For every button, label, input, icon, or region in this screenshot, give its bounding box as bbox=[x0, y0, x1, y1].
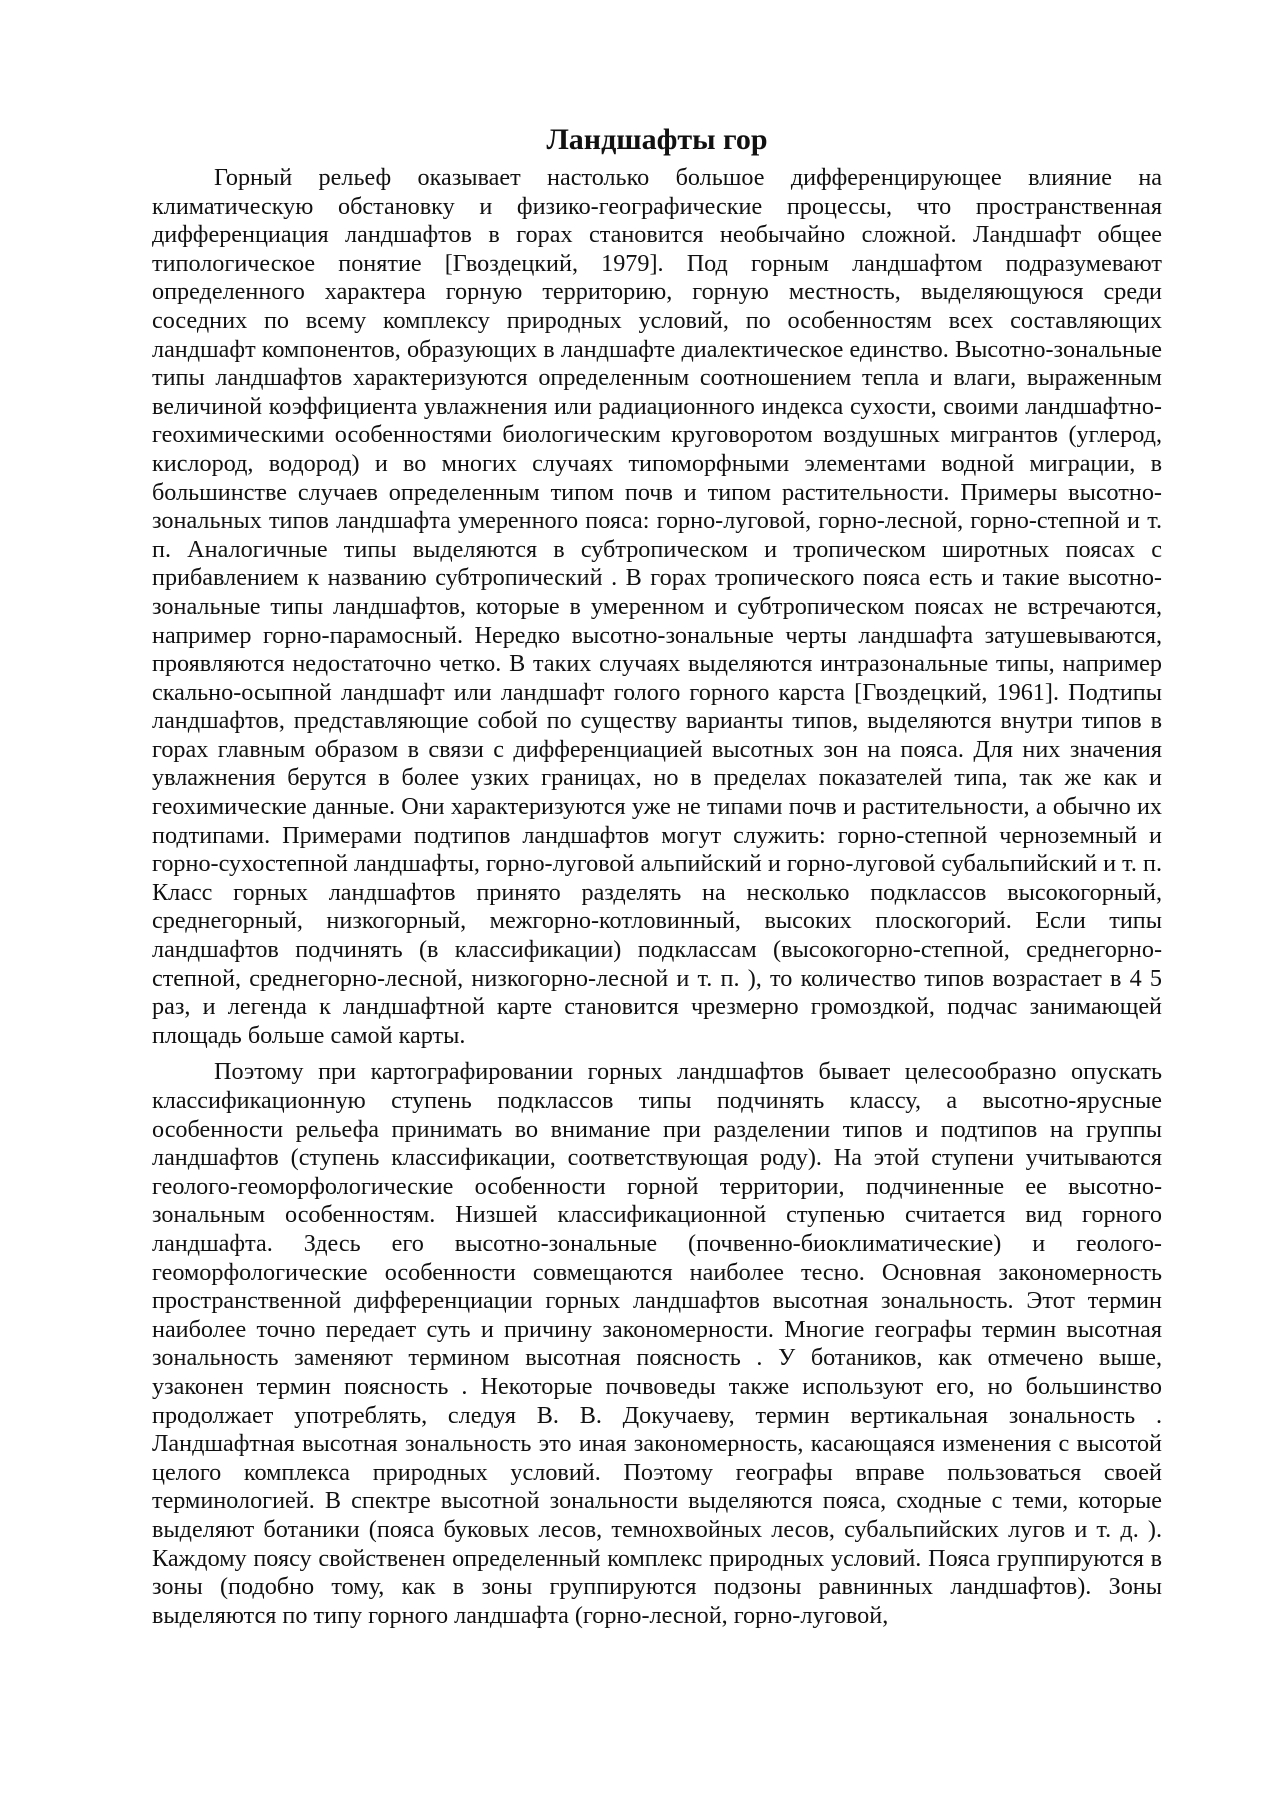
document-page bbox=[152, 118, 1162, 1630]
paragraph-1: Горный рельеф оказывает настолько большое дифференцирующее влияние на климатическую обстановку и физико-географические процессы, что пространственная дифференциация ландшафтов в горах становится необычайно сложной. Ландшафт общее типологическое понятие [Гвоздецкий, 1979]. Под горным ландшафтом подразумевают определенного характера горную территорию, горную местность, выделяющуюся среди соседних по всему комплексу природных условий, по особенностям всех составляющих ландшафт компонентов, образующих в ландшафте диалектическое единство. Высотно-зональные типы ландшафтов характеризуются определенным соотношением тепла и влаги, выраженным величиной коэффициента увлажнения или радиационного индекса сухости, своими ландшафтно-геохимическими особенностями биологическим круговоротом воздушных мигрантов (углерод, кислород, водород) и во многих случаях типоморфными элементами водной миграции, в большинстве случаев определенным типом почв и типом растительности. Примеры высотно-зональных типов ландшафта умеренного пояса: горно-луговой, горно-лесной, горно-степной и т. п. Аналогичные типы выделяются в субтропическом и тропическом широтных поясах с прибавлением к названию субтропический . В горах тропического пояса есть и такие высотно-зональные типы ландшафтов, которые в умеренном и субтропическом поясах не встречаются, например горно-парамосный. Нередко высотно-зональные черты ландшафта затушевываются, проявляются недостаточно четко. В таких случаях выделяются интразональные типы, например скально-осыпной ландшафт или ландшафт голого горного карста [Гвоздецкий, 1961]. Подтипы ландшафтов, представляющие собой по существу варианты типов, выделяются внутри типов в горах главным образом в связи с дифференциацией высотных зон на пояса. Для них значения увлажнения берутся в более узких границах, но в пределах показателей типа, так же как и геохимические данные. Они характеризуются уже не типами почв и растительности, а обычно их подтипами. Примерами подтипов ландшафтов могут служить: горно-степной черноземный и горно-сухостепной ландшафты, горно-луговой альпийский и горно-луговой субальпийский и т. п. Класс горных ландшафтов принято разделять на несколько подклассов высокогорный, среднегорный, низкогорный, межгорно-котловинный, высоких плоскогорий. Если типы ландшафтов подчинять (в классификации) подклассам (высокогорно-степной, среднегорно-степной, среднегорно-лесной, низкогорно-лесной и т. п. ), то количество типов возрастает в 4 5 раз, и легенда к ландшафтной карте становится чрезмерно громоздкой, подчас занимающей площадь больше самой карты. bbox=[152, 164, 1162, 1049]
paragraph-2: Поэтому при картографировании горных ландшафтов бывает целесообразно опускать классификационную ступень подклассов типы подчинять классу, а высотно-ярусные особенности рельефа принимать во внимание при разделении типов и подтипов на группы ландшафтов (ступень классификации, соответствующая роду). На этой ступени учитываются геолого-геоморфологические особенности горной территории, подчиненные ее высотно-зональным особенностям. Низшей классификационной ступенью считается вид горного ландшафта. Здесь его высотно-зональные (почвенно-биоклиматические) и геолого-геоморфологические особенности совмещаются наиболее тесно. Основная закономерность пространственной дифференциации горных ландшафтов высотная зональность. Этот термин наиболее точно передает суть и причину закономерности. Многие географы термин высотная зональность заменяют термином высотная поясность . У ботаников, как отмечено выше, узаконен термин поясность . Некоторые почвоведы также используют его, но большинство продолжает употреблять, следуя В. В. Докучаеву, термин вертикальная зональность . Ландшафтная высотная зональность это иная закономерность, касающаяся изменения с высотой целого комплекса природных условий. Поэтому географы вправе пользоваться своей терминологией. В спектре высотной зональности выделяются пояса, сходные с теми, которые выделяют ботаники (пояса буковых лесов, темнохвойных лесов, субальпийских лугов и т. д. ). Каждому поясу свойственен определенный комплекс природных условий. Пояса группируются в зоны (подобно тому, как в зоны группируются подзоны равнинных ландшафтов). Зоны выделяются по типу горного ландшафта (горно-лесной, горно-луговой, bbox=[152, 1058, 1162, 1629]
page-title: Ландшафты гор bbox=[546, 123, 768, 156]
